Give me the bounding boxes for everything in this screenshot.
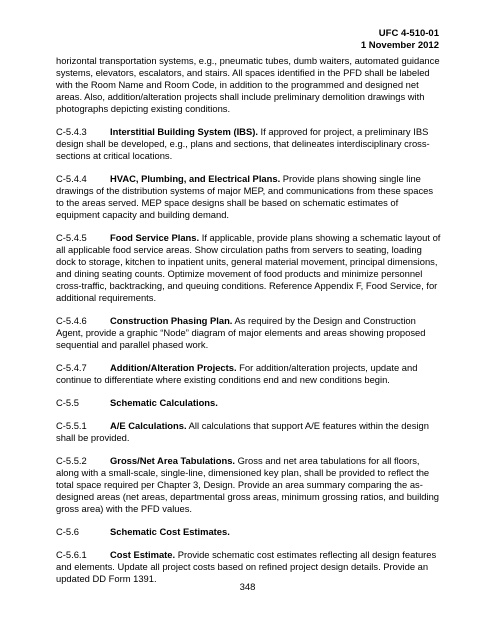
page-number: 348	[239, 582, 256, 593]
section-number: C-5.5.1	[56, 420, 87, 431]
section-title: Food Service Plans.	[110, 232, 200, 243]
section-number: C-5.5	[56, 397, 79, 408]
section-title: Schematic Calculations.	[110, 397, 218, 408]
section-title: Construction Phasing Plan.	[110, 315, 233, 326]
section-text: If applicable, provide plans showing a schematic layout of all applicable food service areas. Show circulation paths from servers to seating, loading dock to storage, kitchen to inpatient units, general material movement, principal dimensions, and dining seating counts. Optimize movement of food products and minimize personnel cross-traffic, backtracking, and queuing conditions. Reference Appendix F, Food Service, for additional requirements.	[56, 232, 441, 303]
section-text: Gross and net area tabulations for all floors, along with a small-scale, single-line, dimensioned key plan, shall be provided to reflect the total space required per Chapter 3, Design. Provide an area summary comparing the as-designed areas (net areas, departmental gross areas, minimum grossing ratios, and building gross area) with the PFD values.	[56, 455, 440, 514]
sections-list	[56, 126, 442, 585]
section-title: HVAC, Plumbing, and Electrical Plans.	[110, 173, 281, 184]
section-text: Provide schematic cost estimates reflecting all design features and elements. Update all project costs based on refined project design details. Provide an updated DD Form 1391.	[56, 549, 437, 584]
section-paragraph	[56, 126, 442, 162]
section-paragraph	[56, 315, 442, 351]
section-number: C-5.4.4	[56, 173, 87, 184]
section-text: All calculations that support A/E features within the design shall be provided.	[56, 420, 429, 443]
section-paragraph	[56, 420, 442, 444]
section-number: C-5.4.7	[56, 362, 87, 373]
document-date: 1 November 2012	[360, 40, 439, 51]
section-paragraph	[56, 397, 442, 409]
section-text: If approved for project, a preliminary IBS design shall be developed, e.g., plans and sections, that delineates interdisciplinary cross-sections at critical locations.	[56, 126, 430, 161]
section-title: Cost Estimate.	[110, 549, 176, 560]
section-title: A/E Calculations.	[110, 420, 187, 431]
section-title: Gross/Net Area Tabulations.	[110, 455, 236, 466]
page-header	[361, 28, 439, 52]
section-paragraph	[56, 232, 442, 304]
section-title: Interstitial Building System (IBS).	[110, 126, 258, 137]
section-number: C-5.4.3	[56, 126, 87, 137]
section-text: Provide plans showing single line drawings of the distribution systems of major MEP, and communications from these spaces to the areas served. MEP space designs shall be based on schematic estimates of equipment capacity and building demand.	[56, 173, 434, 220]
section-paragraph	[56, 526, 442, 538]
section-number: C-5.6.1	[56, 549, 87, 560]
document-body	[56, 55, 442, 596]
section-paragraph	[56, 549, 442, 585]
section-paragraph	[56, 362, 442, 386]
section-number: C-5.6	[56, 526, 79, 537]
section-title: Addition/Alteration Projects.	[110, 362, 237, 373]
intro-paragraph: horizontal transportation systems, e.g., pneumatic tubes, dumb waiters, automated guidance systems, elevators, escalators, and stairs. All spaces identified in the PFD shall be labeled with the Room Name and Room Code, in addition to the programmed and designed net areas. Also, addition/alteration projects shall include preliminary demolition drawings with photographs depicting existing conditions.	[56, 55, 440, 114]
document-id: UFC 4-510-01	[378, 28, 439, 39]
section-number: C-5.4.5	[56, 232, 87, 243]
section-title: Schematic Cost Estimates.	[110, 526, 230, 537]
section-text: For addition/alteration projects, update and continue to differentiate where existing conditions end and new conditions begin.	[56, 362, 418, 385]
section-paragraph	[56, 173, 442, 221]
section-number: C-5.5.2	[56, 455, 87, 466]
section-paragraph	[56, 455, 442, 515]
section-text: As required by the Design and Construction Agent, provide a graphic “Node” diagram of major elements and areas showing proposed sequential and parallel phased work.	[56, 315, 426, 350]
section-number: C-5.4.6	[56, 315, 87, 326]
